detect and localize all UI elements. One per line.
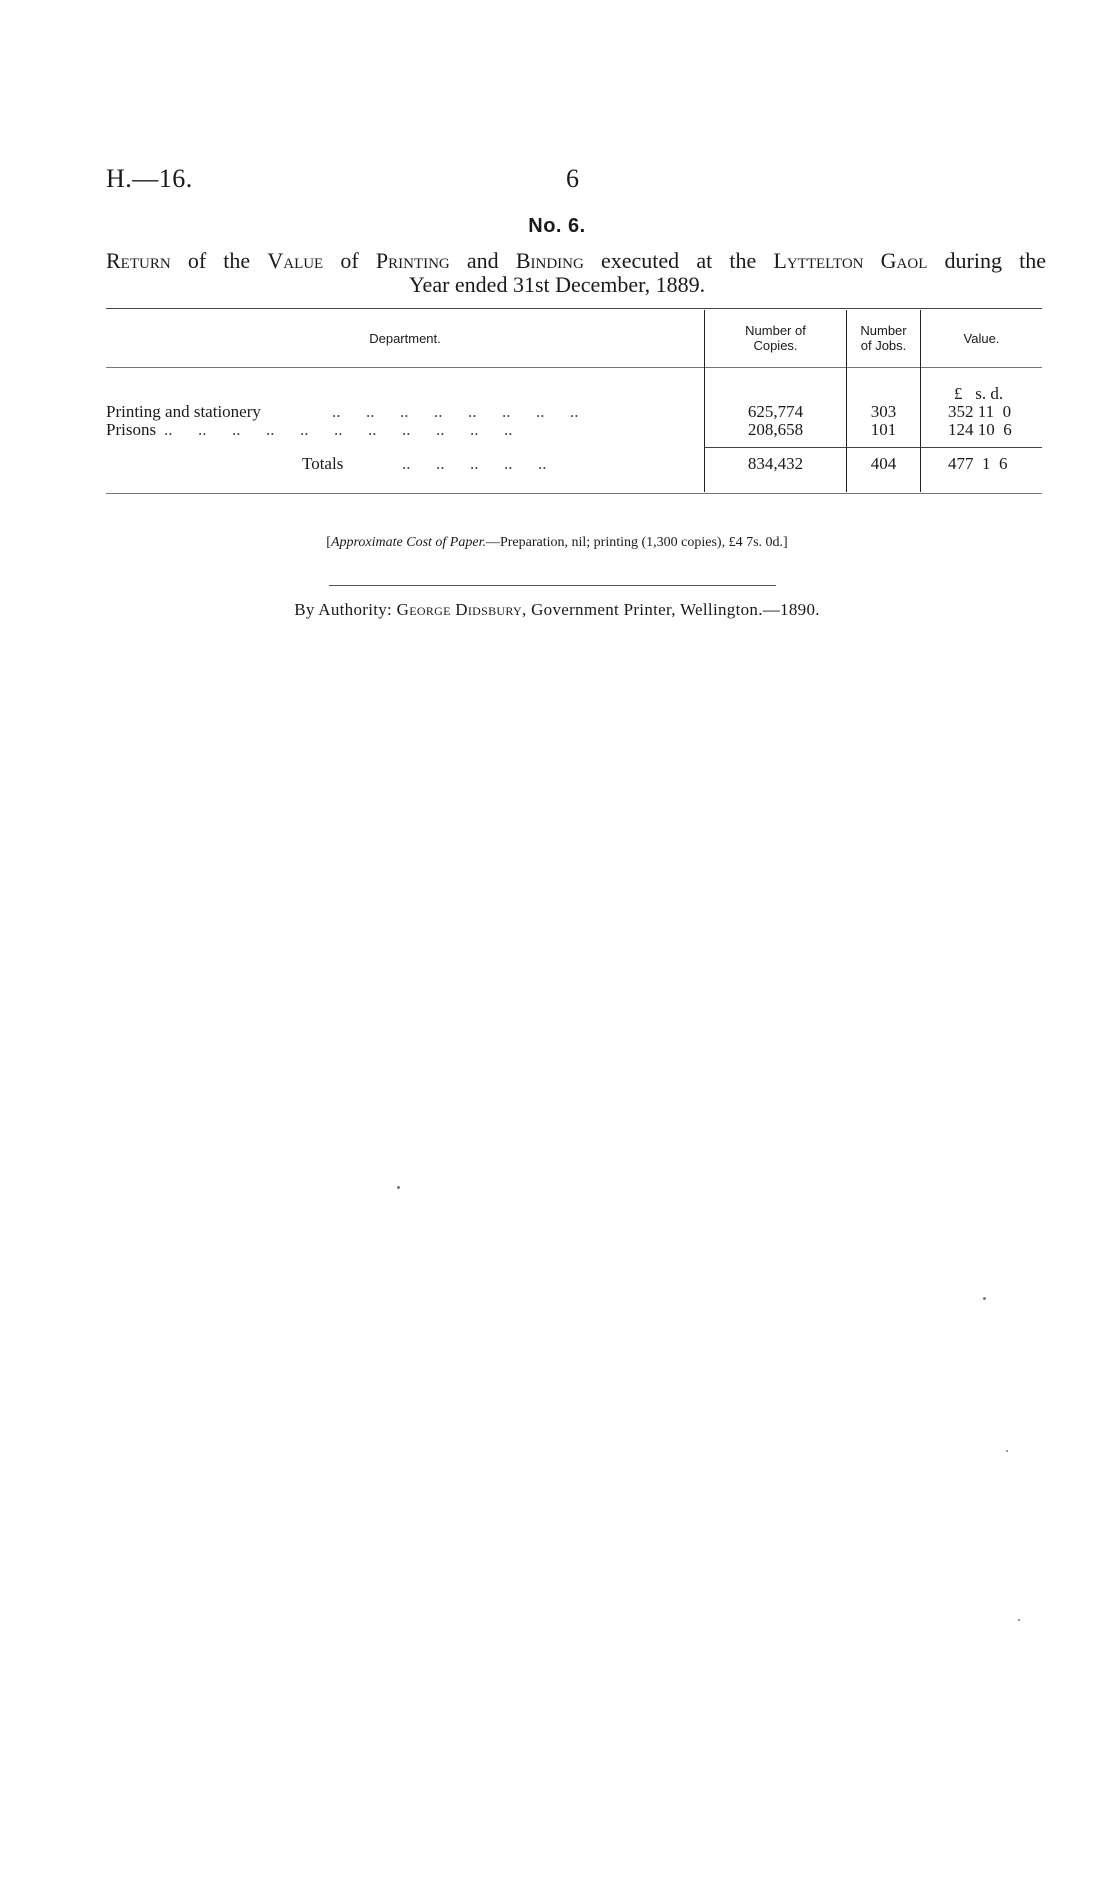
imprint-suffix: , Government Printer, Wellington.—1890. <box>521 600 820 619</box>
note-close-bracket: ] <box>783 535 788 550</box>
header-jobs-line1: Number <box>860 323 907 338</box>
totals-jobs: 404 <box>870 454 897 473</box>
header-copies-line2: Copies. <box>753 338 798 353</box>
imprint-printer-name: George Didsbury <box>396 600 522 619</box>
table-top-rule <box>106 308 1042 309</box>
header-jobs-line2: of Jobs. <box>860 338 907 353</box>
footer-rule <box>329 585 776 586</box>
title-word: executed at the <box>601 248 757 273</box>
title-word: Binding <box>515 248 584 273</box>
header-copies-line1: Number of <box>745 323 806 338</box>
totals-rule <box>705 447 1042 448</box>
leader-dots: .. .. .. .. .. .. .. .. .. .. .. <box>164 420 513 439</box>
totals-copies: 834,432 <box>747 454 804 473</box>
totals-value: 477 1 6 <box>948 454 1008 473</box>
scan-speck <box>397 1186 400 1189</box>
scan-speck <box>983 1297 986 1300</box>
totals-label: Totals <box>302 454 344 473</box>
header-value: Value. <box>963 331 1000 346</box>
scan-speck <box>1018 1619 1020 1621</box>
table-row <box>106 420 1042 440</box>
leader-dots: .. .. .. .. .. .. .. .. <box>332 402 579 421</box>
note-italic: Approximate Cost of Paper. <box>330 535 486 550</box>
imprint-prefix: By Authority: <box>294 600 393 619</box>
page-identifier: H.—16. <box>106 164 193 193</box>
row-jobs: 101 <box>870 420 897 439</box>
cost-note <box>0 535 1114 551</box>
table-row <box>106 402 1042 422</box>
title-word: Value <box>267 248 324 273</box>
title-word: Lyttelton Gaol <box>773 248 928 273</box>
header-jobs <box>847 323 920 353</box>
row-jobs: 303 <box>870 402 897 421</box>
row-copies: 625,774 <box>747 402 804 421</box>
header-copies <box>705 323 846 353</box>
row-value: 352 11 0 <box>948 402 1012 421</box>
document-title <box>106 249 1046 273</box>
title-word: Return <box>106 248 171 273</box>
currency-units: £ s. d. <box>954 384 1004 403</box>
scan-speck <box>1006 1450 1008 1452</box>
row-copies: 208,658 <box>747 420 804 439</box>
note-text: —Preparation, nil; printing (1,300 copies), £4 7s. 0d. <box>485 535 784 550</box>
page-number: 6 <box>566 164 579 193</box>
totals-row <box>106 454 1042 474</box>
title-word: and <box>466 248 499 273</box>
table-header-rule <box>106 367 1042 368</box>
imprint <box>0 600 1114 620</box>
row-value: 124 10 6 <box>948 420 1012 439</box>
note-open-bracket: [ <box>326 535 331 550</box>
document-number: No. 6. <box>528 215 586 237</box>
leader-dots: .. .. .. .. .. <box>402 454 547 473</box>
header-department: Department. <box>369 331 441 346</box>
row-department: Printing and stationery <box>106 402 261 421</box>
title-word: during the <box>944 248 1047 273</box>
title-word: of <box>340 248 359 273</box>
document-title-line2: Year ended 31st December, 1889. <box>408 272 706 297</box>
title-word: Printing <box>375 248 450 273</box>
row-department: Prisons <box>106 420 157 439</box>
title-word: of the <box>187 248 251 273</box>
table-bottom-rule <box>106 493 1042 494</box>
